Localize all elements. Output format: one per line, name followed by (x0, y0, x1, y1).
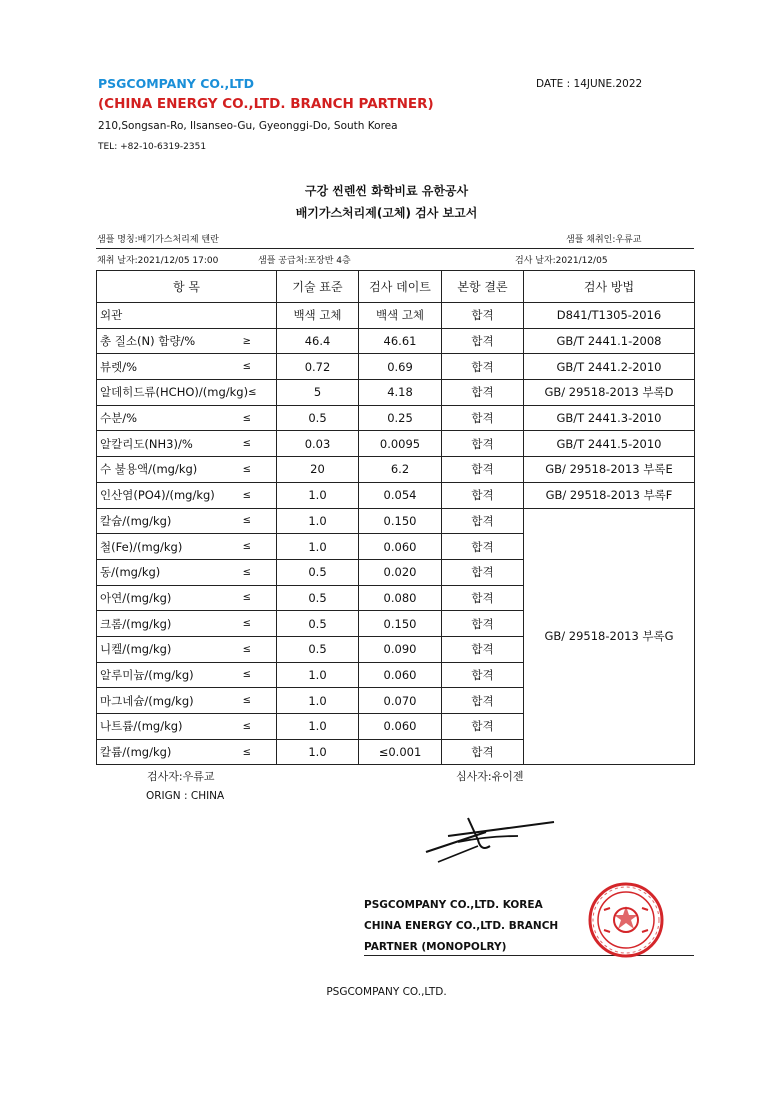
result-cell: 합격 (442, 328, 524, 354)
item-operator: ≤ (242, 566, 251, 578)
value-cell: 0.090 (359, 636, 442, 662)
standard-cell: 0.5 (277, 559, 359, 585)
item-name: 알루미늄/(mg/kg) (100, 667, 194, 682)
standard-cell: 1.0 (277, 662, 359, 688)
origin: ORIGN : CHINA (146, 790, 225, 802)
result-cell: 합격 (442, 688, 524, 714)
item-operator: ≤ (242, 361, 251, 373)
table-row (97, 303, 695, 329)
report-title-company: 구강 씬렌씬 화학비료 유한공사 (304, 184, 469, 198)
standard-cell: 1.0 (277, 534, 359, 560)
header-method: 검사 방법 (524, 271, 695, 303)
item-name: 크롬/(mg/kg) (100, 616, 172, 631)
item-name: 외관 (100, 308, 123, 323)
item-operator: ≤ (242, 669, 251, 681)
item-cell (97, 303, 277, 329)
standard-cell: 1.0 (277, 714, 359, 740)
standard-cell: 0.5 (277, 636, 359, 662)
standard-cell: 1.0 (277, 482, 359, 508)
item-operator: ≤ (242, 592, 251, 604)
sample-name: 샘플 명칭:배기가스처리제 텐란 (97, 235, 219, 245)
result-cell: 합격 (442, 405, 524, 431)
method-cell: GB/T 2441.1-2008 (524, 328, 695, 354)
method-cell: D841/T1305-2016 (524, 303, 695, 329)
standard-cell: 0.5 (277, 585, 359, 611)
result-cell: 합격 (442, 662, 524, 688)
item-cell (97, 714, 277, 740)
item-operator: ≤ (248, 386, 257, 398)
item-cell (97, 662, 277, 688)
standard-cell: 0.72 (277, 354, 359, 380)
table-row (97, 380, 695, 406)
item-name: 칼슘/(mg/kg) (100, 513, 172, 528)
sample-supplier: 샘플 공급처:포장반 4층 (258, 256, 351, 266)
item-name: 수 불용액/(mg/kg) (100, 462, 198, 477)
item-cell (97, 559, 277, 585)
footer-company: PSGCOMPANY CO.,LTD. (326, 986, 447, 998)
item-operator: ≥ (242, 335, 251, 347)
item-name: 인산염(PO4)/(mg/kg) (100, 488, 215, 503)
result-cell: 합격 (442, 534, 524, 560)
signatory-line2: CHINA ENERGY CO.,LTD. BRANCH (364, 920, 559, 932)
item-cell (97, 354, 277, 380)
item-operator: ≤ (242, 695, 251, 707)
value-cell: 0.0095 (359, 431, 442, 457)
standard-cell: 0.5 (277, 405, 359, 431)
value-cell: 46.61 (359, 328, 442, 354)
item-name: 알데히드류(HCHO)/(mg/kg) (100, 385, 249, 400)
value-cell: 0.150 (359, 611, 442, 637)
result-cell: 합격 (442, 585, 524, 611)
signatory-line3: PARTNER (MONOPOLRY) (364, 941, 507, 953)
item-operator: ≤ (242, 438, 251, 450)
collection-date: 채취 날자:2021/12/05 17:00 (97, 256, 219, 266)
header-result: 본항 결론 (442, 271, 524, 303)
item-cell (97, 611, 277, 637)
merged-method-cell: GB/ 29518-2013 부록G (524, 508, 695, 765)
inspection-date: 검사 날자:2021/12/05 (515, 256, 608, 266)
item-operator: ≤ (242, 489, 251, 501)
signatory-line1: PSGCOMPANY CO.,LTD. KOREA (364, 899, 543, 911)
standard-cell: 1.0 (277, 508, 359, 534)
item-cell (97, 457, 277, 483)
value-cell: 0.060 (359, 662, 442, 688)
partner-name: (CHINA ENERGY CO.,LTD. BRANCH PARTNER) (98, 96, 434, 112)
company-address: 210,Songsan-Ro, Ilsanseo-Gu, Gyeonggi-Do, South Korea (98, 120, 398, 132)
inspection-table (96, 270, 695, 765)
method-cell: GB/ 29518-2013 부록F (524, 482, 695, 508)
value-cell: 0.060 (359, 534, 442, 560)
result-cell: 합격 (442, 303, 524, 329)
report-date: DATE : 14JUNE.2022 (536, 78, 643, 90)
item-name: 동/(mg/kg) (100, 565, 161, 580)
method-cell: GB/T 2441.2-2010 (524, 354, 695, 380)
item-name: 칼륨/(mg/kg) (100, 745, 172, 760)
result-cell: 합격 (442, 482, 524, 508)
standard-cell: 46.4 (277, 328, 359, 354)
item-name: 마그네슘/(mg/kg) (100, 693, 194, 708)
value-cell: 0.054 (359, 482, 442, 508)
company-name: PSGCOMPANY CO.,LTD (98, 76, 255, 91)
value-cell: 0.150 (359, 508, 442, 534)
table-row (97, 457, 695, 483)
result-cell: 합격 (442, 714, 524, 740)
item-operator: ≤ (242, 618, 251, 630)
table-row (97, 405, 695, 431)
result-cell: 합격 (442, 508, 524, 534)
item-cell (97, 405, 277, 431)
report-title: 배기가스처리제(고체) 검사 보고서 (295, 206, 478, 220)
item-name: 철(Fe)/(mg/kg) (100, 539, 183, 554)
item-cell (97, 534, 277, 560)
value-cell: 0.020 (359, 559, 442, 585)
value-cell: 0.25 (359, 405, 442, 431)
result-cell: 합격 (442, 739, 524, 765)
result-cell: 합격 (442, 559, 524, 585)
item-cell (97, 380, 277, 406)
value-cell: 0.060 (359, 714, 442, 740)
item-cell (97, 688, 277, 714)
inspector: 검사자:우류교 (147, 770, 215, 783)
standard-cell: 0.5 (277, 611, 359, 637)
method-cell: GB/ 29518-2013 부록D (524, 380, 695, 406)
result-cell: 합격 (442, 636, 524, 662)
item-cell (97, 328, 277, 354)
result-cell: 합격 (442, 431, 524, 457)
value-cell: 0.080 (359, 585, 442, 611)
item-operator: ≤ (242, 720, 251, 732)
item-name: 뷰렛/% (100, 359, 138, 374)
item-operator: ≤ (242, 412, 251, 424)
value-cell: 4.18 (359, 380, 442, 406)
method-cell: GB/T 2441.5-2010 (524, 431, 695, 457)
method-cell: GB/ 29518-2013 부록E (524, 457, 695, 483)
item-cell (97, 431, 277, 457)
item-name: 니켈/(mg/kg) (100, 642, 172, 657)
item-operator: ≤ (242, 515, 251, 527)
table-row (97, 354, 695, 380)
standard-cell: 20 (277, 457, 359, 483)
table-row (97, 482, 695, 508)
header-value: 검사 데이트 (359, 271, 442, 303)
table-row (97, 508, 695, 534)
signature (418, 812, 558, 872)
standard-cell: 5 (277, 380, 359, 406)
item-operator: ≤ (242, 746, 251, 758)
value-cell: 백색 고체 (359, 303, 442, 329)
header-item: 항 목 (97, 271, 277, 303)
header-standard: 기술 표준 (277, 271, 359, 303)
company-tel: TEL: +82-10-6319-2351 (98, 142, 207, 152)
standard-cell: 백색 고체 (277, 303, 359, 329)
standard-cell: 1.0 (277, 739, 359, 765)
table-header-row (97, 271, 695, 303)
sample-collector: 샘플 채취인:우류교 (566, 235, 642, 245)
table-row (97, 328, 695, 354)
standard-cell: 0.03 (277, 431, 359, 457)
item-name: 나트륨/(mg/kg) (100, 719, 183, 734)
result-cell: 합격 (442, 611, 524, 637)
value-cell: 6.2 (359, 457, 442, 483)
standard-cell: 1.0 (277, 688, 359, 714)
item-cell (97, 585, 277, 611)
item-cell (97, 636, 277, 662)
reviewer: 심사자:유이젠 (456, 770, 524, 783)
item-operator: ≤ (242, 463, 251, 475)
item-cell (97, 482, 277, 508)
item-cell (97, 739, 277, 765)
method-cell: GB/T 2441.3-2010 (524, 405, 695, 431)
item-name: 알칼리도(NH3)/% (100, 436, 193, 451)
item-cell (97, 508, 277, 534)
result-cell: 합격 (442, 380, 524, 406)
result-cell: 합격 (442, 354, 524, 380)
value-cell: 0.69 (359, 354, 442, 380)
table-row (97, 431, 695, 457)
item-operator: ≤ (242, 541, 251, 553)
item-name: 아연/(mg/kg) (100, 590, 172, 605)
value-cell: ≤0.001 (359, 739, 442, 765)
value-cell: 0.070 (359, 688, 442, 714)
item-name: 수분/% (100, 411, 138, 426)
item-operator: ≤ (242, 643, 251, 655)
company-seal-stamp (586, 880, 666, 960)
item-name: 총 질소(N) 함량/% (100, 334, 196, 349)
result-cell: 합격 (442, 457, 524, 483)
meta-divider (96, 248, 694, 249)
